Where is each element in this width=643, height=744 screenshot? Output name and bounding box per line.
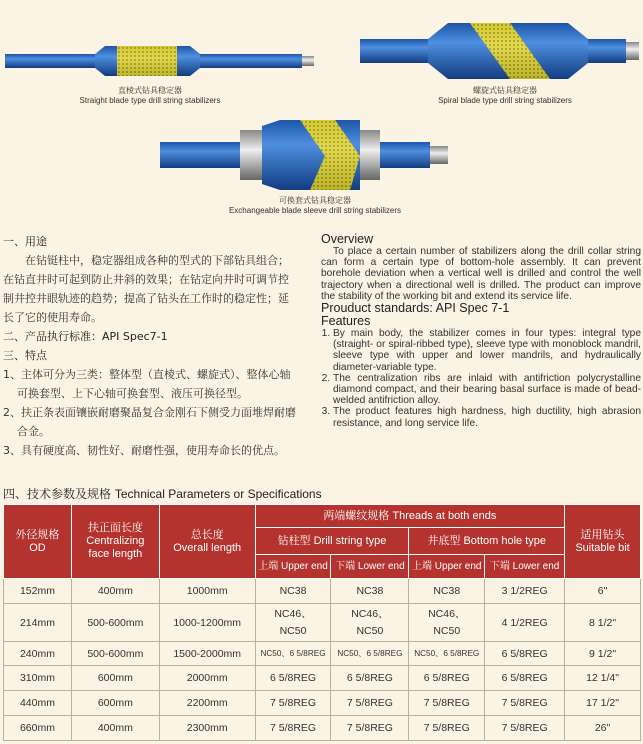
table-cell: 500-600mm — [71, 604, 159, 642]
table-cell: 8 1/2" — [565, 604, 641, 642]
table-row — [4, 642, 641, 666]
feature-cn-2: 2、扶正条表面镶嵌耐磨聚晶复合金刚石下侧受力面堆焊耐磨合金。 — [3, 406, 296, 438]
table-cell: 7 5/8REG — [331, 716, 409, 741]
table-cell: 400mm — [71, 716, 159, 741]
table-row — [4, 604, 641, 642]
header-centralizing-face-length: 扶正面长度 Centralizing face length — [71, 505, 159, 579]
feature-en-1: 1. By main body, the stabilizer comes in four types: integral type (straight- or spiral-ribbed type), sleeve type with monoblock mandril, sleeve type with upper and lower mandrils, and hydraulically diameter-variable type. — [333, 328, 641, 373]
header-od: 外径规格 OD — [4, 505, 72, 579]
table-cell: NC38 — [255, 579, 331, 604]
table-row — [4, 579, 641, 604]
table-cell: 6 5/8REG — [409, 666, 485, 691]
table-cell: NC50、6 5/8REG — [409, 642, 485, 666]
table-cell: 7 5/8REG — [485, 691, 565, 716]
header-overall-length: 总长度 Overall length — [159, 505, 255, 579]
straight-blade-caption-cn: 直棱式钻具稳定器 — [118, 86, 182, 95]
feature-cn-3: 3、具有硬度高、韧性好、耐磨性强，使用寿命长的优点。 — [3, 444, 285, 457]
table-cell: 2300mm — [159, 716, 255, 741]
table-cell: 660mm — [4, 716, 72, 741]
table-row — [4, 716, 641, 741]
table-cell: 310mm — [4, 666, 72, 691]
table-cell: 7 5/8REG — [485, 716, 565, 741]
exchangeable-sleeve-caption-en: Exchangeable blade sleeve drill string stabilizers — [228, 206, 402, 215]
spiral-blade-caption — [395, 86, 615, 106]
table-cell: 1000-1200mm — [159, 604, 255, 642]
table-cell: NC50、6 5/8REG — [331, 642, 409, 666]
straight-blade-stabilizer-image — [5, 38, 315, 86]
table-cell: 7 5/8REG — [409, 691, 485, 716]
table-cell: NC46、 NC50 — [409, 604, 485, 642]
table-cell: NC50、6 5/8REG — [255, 642, 331, 666]
spiral-blade-caption-en: Spiral blade type drill string stabilizers — [438, 96, 572, 105]
spiral-blade-stabilizer-image — [360, 15, 640, 87]
table-cell: 3 1/2REG — [485, 579, 565, 604]
table-cell: 240mm — [4, 642, 72, 666]
table-cell: 7 5/8REG — [331, 691, 409, 716]
table-cell: 6 5/8REG — [331, 666, 409, 691]
table-cell: 4 1/2REG — [485, 604, 565, 642]
standards-heading: Prouduct standards: API Spec 7-1 — [321, 301, 510, 316]
exchangeable-sleeve-stabilizer-image — [160, 116, 450, 194]
specifications-heading — [3, 485, 322, 502]
table-cell: 1500-2000mm — [159, 642, 255, 666]
table-cell: NC38 — [409, 579, 485, 604]
straight-blade-caption — [30, 86, 270, 106]
header-bottom-lower-end: 下端 Lower end — [485, 555, 565, 579]
table-cell: 152mm — [4, 579, 72, 604]
table-cell: 500-600mm — [71, 642, 159, 666]
header-threads: 两端螺纹规格 Threads at both ends — [255, 505, 564, 528]
exchangeable-sleeve-caption — [190, 196, 440, 216]
table-cell: 6" — [565, 579, 641, 604]
table-cell: 6 5/8REG — [485, 642, 565, 666]
features-heading-cn: 三、特点 — [3, 349, 47, 362]
table-cell: 7 5/8REG — [255, 716, 331, 741]
table-cell: 26" — [565, 716, 641, 741]
usage-heading: 一、用途 — [3, 235, 47, 248]
chinese-description — [3, 232, 299, 460]
table-cell: 214mm — [4, 604, 72, 642]
standard-heading: 二、产品执行标准：API Spec7-1 — [3, 330, 168, 343]
table-cell: 17 1/2" — [565, 691, 641, 716]
header-drill-upper-end: 上端 Upper end — [255, 555, 331, 579]
table-cell: 440mm — [4, 691, 72, 716]
table-cell: 600mm — [71, 691, 159, 716]
specifications-heading-cn: 四、技术参数及规格 — [3, 487, 112, 501]
table-cell: 7 5/8REG — [409, 716, 485, 741]
table-cell: 12 1/4" — [565, 666, 641, 691]
table-cell: NC38 — [331, 579, 409, 604]
table-cell: 600mm — [71, 666, 159, 691]
spiral-blade-caption-cn: 螺旋式钻具稳定器 — [473, 86, 537, 95]
table-cell: 9 1/2" — [565, 642, 641, 666]
straight-blade-caption-en: Straight blade type drill string stabilizers — [79, 96, 221, 105]
specifications-table — [3, 504, 641, 741]
header-bottom-hole-type: 井底型 Bottom hole type — [409, 528, 565, 555]
header-drill-lower-end: 下端 Lower end — [331, 555, 409, 579]
feature-en-3: 3. The product features high hardness, high ductility, high abrasion resistance, and long service life. — [333, 406, 641, 428]
header-drill-string-type: 钻柱型 Drill string type — [255, 528, 409, 555]
usage-text: 在钻铤柱中，稳定器组成各种的型式的下部钻具组合；在钻直井时可起到防止井斜的效果；在钻定向井时可调节控制井控井眼轨迹的趋势；提高了钻头在工作时的稳定性；延长了它的使用寿命。 — [3, 254, 289, 324]
table-cell: 2000mm — [159, 666, 255, 691]
table-cell: 400mm — [71, 579, 159, 604]
table-cell: NC46、 NC50 — [331, 604, 409, 642]
table-cell: 1000mm — [159, 579, 255, 604]
overview-text: To place a certain number of stabilizers along the drill collar string can form a certain type of bottom-hole assembly. It can prevent borehole deviation when a vertical well is drilled and control the well trajectory when a directional well is drilled. The product can improve the stability of the working bit and extend its service life. — [321, 246, 641, 302]
specifications-heading-en: Technical Parameters or Specifications — [114, 487, 322, 501]
feature-cn-1: 1、主体可分为三类：整体型（直棱式、螺旋式）、整体心轴可换套型、上下心轴可换套型、液压可换径型。 — [3, 368, 291, 400]
table-cell: 6 5/8REG — [485, 666, 565, 691]
features-heading-en: Features — [321, 314, 371, 329]
feature-en-2: 2. The centralization ribs are inlaid with antifriction polycrystalline diamond compact, and their bearing basal surface is made of bead-welded antifriction alloy. — [333, 373, 641, 407]
exchangeable-sleeve-caption-cn: 可换套式钻具稳定器 — [279, 196, 351, 205]
table-cell: NC46、 NC50 — [255, 604, 331, 642]
table-row — [4, 666, 641, 691]
table-cell: 6 5/8REG — [255, 666, 331, 691]
table-cell: 2200mm — [159, 691, 255, 716]
english-description — [321, 233, 641, 429]
table-row — [4, 691, 641, 716]
header-bottom-upper-end: 上端 Upper end — [409, 555, 485, 579]
overview-heading: Overview — [321, 232, 374, 246]
header-suitable-bit: 适用钻头 Suitable bit — [565, 505, 641, 579]
table-cell: 7 5/8REG — [255, 691, 331, 716]
